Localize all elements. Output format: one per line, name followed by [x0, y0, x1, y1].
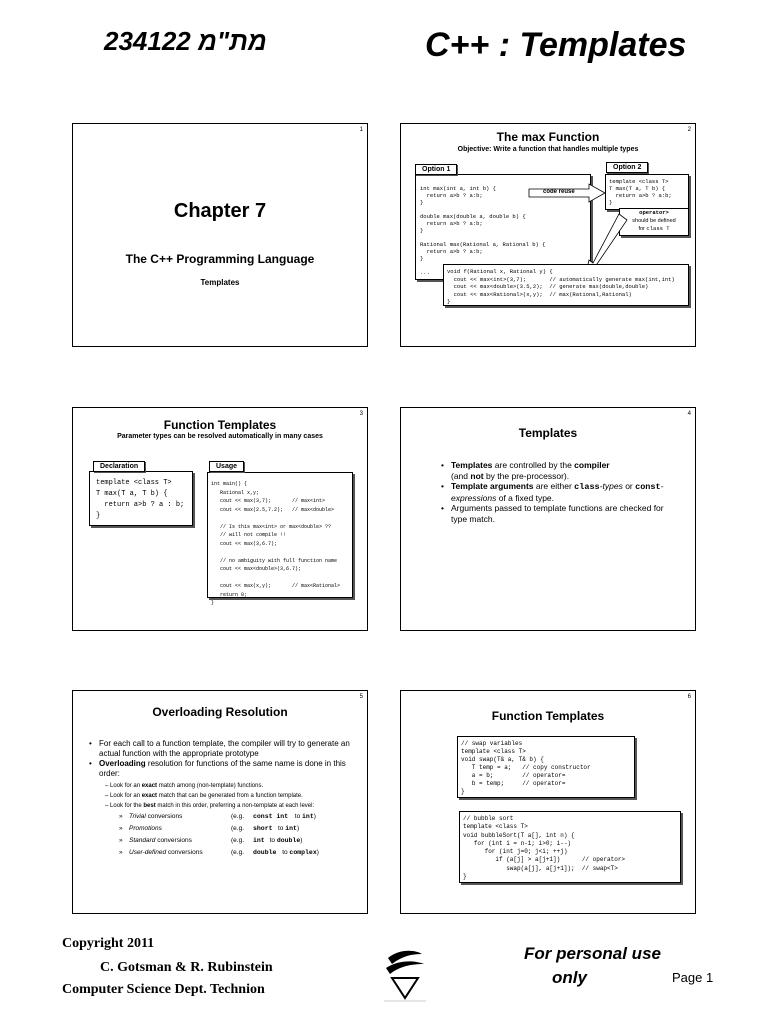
bullet-item: • For each call to a function template, the compiler will try to generate an actual function with the appropriate prototype — [89, 739, 355, 759]
sub-item: – Look for an exact match among (non-template) functions. — [105, 783, 264, 789]
slide-title: The max Function — [496, 130, 600, 144]
book-title: The C++ Programming Language — [125, 252, 315, 266]
authors: C. Gotsman & R. Rubinstein — [100, 960, 273, 975]
usage-tag: Usage — [209, 461, 244, 472]
bullet-list — [89, 739, 355, 779]
note-operator: operator> — [639, 209, 669, 216]
declaration-tag: Declaration — [93, 461, 145, 472]
slide-4 — [400, 407, 696, 631]
bullet-list — [441, 460, 671, 524]
swap-code: // swap variables template <class T> void swap(T& a, T& b) { T temp = a; // copy constructor a = b; // operator= b = temp; // operator= } — [461, 740, 591, 795]
slide-title: Overloading Resolution — [152, 705, 288, 719]
swap-code-box — [457, 736, 635, 798]
course-number: 234122 מת"מ — [104, 26, 267, 56]
declaration-box — [89, 471, 193, 526]
usage-code: int main() { Rational x,y; cout << max(3,7); // max<int> cout << max(2.5,7.2); // max<double> // Is this max<int> or max<double> ?? // will not compile !! cout << max(3,6.7); // no ambiguity with full function name cout << max<double>(3,6.7); cout << max(x,y); // max<Rational> return 0; } — [211, 481, 341, 606]
sub-item: – Look for an exact match that can be generated from a function template. — [105, 793, 303, 799]
chapter-title: Chapter 7 — [173, 200, 267, 222]
slide-title: Templates — [518, 426, 578, 440]
slide-subtitle: Parameter types can be resolved automatically in many cases — [117, 433, 323, 440]
sub-list — [105, 781, 361, 811]
slide-6 — [400, 690, 696, 914]
conversion-row: » User-defined conversions (e.g. double to complex) — [119, 849, 319, 856]
note-defined: should be defined — [632, 218, 676, 224]
note-class: class T — [646, 225, 670, 232]
code-reuse-label: code reuse — [543, 189, 575, 195]
sub-item: – Look for the best match in this order, preferring a non-template at each level: — [105, 803, 315, 809]
slide-number: 4 — [687, 411, 691, 417]
declaration-code: template <class T> T max(T a, T b) { return a>b ? a : b; } — [96, 479, 185, 520]
personal-use-line1: For personal use — [524, 944, 661, 963]
document-title: C++ : Templates — [425, 26, 687, 64]
usage-code: void f(Rational x, Rational y) { cout << max<int>(3,7); // automatically generate max(int,int) cout << max<double>(3.5,2); // generate max(double,double) cout << max<Rational>(x,y); // max(Rational,Rational) } — [447, 268, 675, 305]
page-number: Page 1 — [672, 970, 714, 985]
slide-number: 5 — [359, 694, 363, 700]
slide-3 — [72, 407, 368, 631]
slide-number: 3 — [359, 411, 363, 417]
note-for: for — [638, 226, 645, 232]
conversion-row: » Promotions (e.g. short to int) — [119, 825, 300, 832]
conversion-row: » Trivial conversions (e.g. const int to int) — [119, 813, 316, 820]
option1-code: int max(int a, int b) { return a>b ? a:b; } double max(double a, double b) { return a>b ? a:b; } Rational max(Rational a, Rational b) { return a>b ? a:b; } ... — [420, 185, 546, 276]
option2-code: template <class T> T max(T a, T b) { return a>b ? a:b; } — [609, 178, 672, 206]
slide-title: Function Templates — [163, 418, 277, 432]
personal-use-line2: only — [552, 968, 587, 987]
slide-1 — [72, 123, 368, 347]
slide-subtitle: Objective: Write a function that handles multiple types — [457, 146, 639, 153]
option2-box — [605, 174, 689, 210]
sort-code-box — [459, 811, 681, 883]
conversion-row: » Standard conversions (e.g. int to double) — [119, 837, 303, 844]
bullet-item: • Templates are controlled by the compiler (and not by the pre-processor). — [441, 460, 671, 481]
slide-number: 1 — [359, 127, 363, 133]
bullet-item: • Template arguments are either class-types or const-expressions of a fixed type. — [441, 481, 671, 503]
slide-number: 6 — [687, 694, 691, 700]
usage-box — [443, 264, 689, 306]
usage-box — [207, 472, 353, 606]
department: Computer Science Dept. Technion — [62, 982, 265, 997]
option2-tag: Option 2 — [606, 162, 648, 173]
technion-logo-icon — [382, 946, 428, 1002]
sort-code: // bubble sort template <class T> void bubbleSort(T a[], int n) { for (int i = n-1; i>0; i--) for (int j=0; j<i; ++j) if (a[j] > a[j+1]) // operator> swap(a[j], a[j+1]); // swap<T> } — [463, 815, 626, 881]
copyright: Copyright 2011 — [62, 936, 155, 951]
slide-5 — [72, 690, 368, 914]
bullet-item: • Overloading resolution for functions of the same name is done in this order: — [89, 759, 355, 779]
bullet-item: • Arguments passed to template functions are checked for type match. — [441, 503, 671, 524]
slide-2 — [400, 123, 696, 347]
slide-title: Function Templates — [491, 709, 605, 723]
slide-number: 2 — [687, 127, 691, 133]
option1-tag: Option 1 — [415, 164, 457, 175]
section-title: Templates — [200, 278, 240, 287]
